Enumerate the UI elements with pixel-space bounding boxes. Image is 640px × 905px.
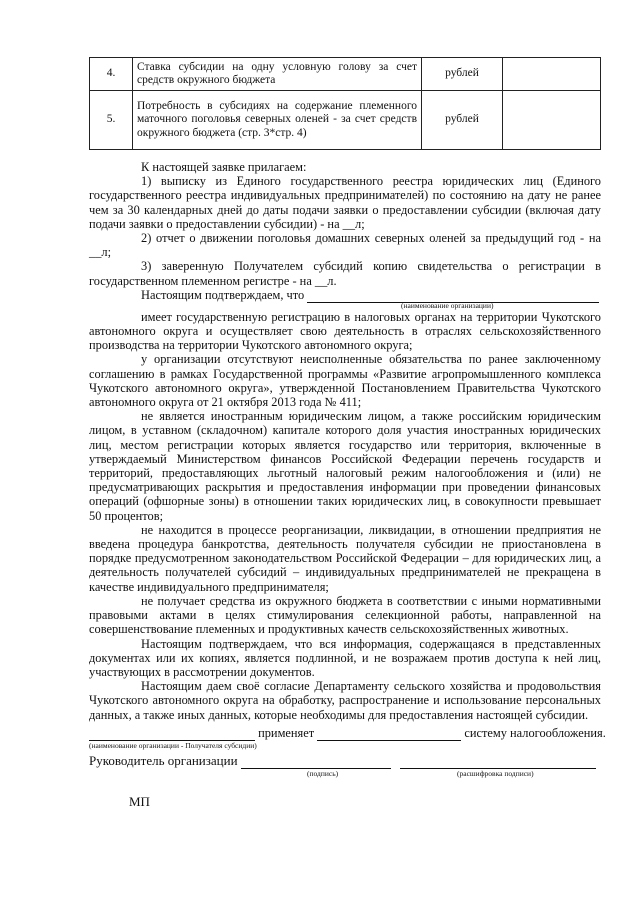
tax-line xyxy=(89,725,606,741)
signature-field xyxy=(241,754,391,769)
row-number: 5. xyxy=(90,91,133,150)
table-row xyxy=(90,58,601,91)
clause-obligations: у организации отсутствуют неисполненные обязательства по ранее заключенному соглашению в рамках Государственной программы «Развитие агропромышленного комплекса Чукотского автономного округа», утвержденной Постановлением Правительства Чукотского автономного округа от 21 октября 2013 года № 411; xyxy=(89,352,601,410)
signature-note: (подпись) xyxy=(307,769,339,779)
tax-system-field xyxy=(317,726,461,741)
attachment-item-1: 1) выписку из Единого государственного реестра юридических лиц (Единого государственного реестра индивидуальных предпринимателей) по состоянию на дату не ранее чем за 30 календарных дней до даты подачи заявки о предоставлении субсидии (включая дату подачи заявки о предоставлении субсидии) - на __л; xyxy=(89,174,601,231)
row-unit: рублей xyxy=(422,58,503,91)
tax-system-text: систему налогообложения. xyxy=(464,725,606,740)
row-value xyxy=(503,58,601,91)
row-unit: рублей xyxy=(422,91,503,150)
row-value xyxy=(503,91,601,150)
stamp-label: МП xyxy=(129,794,150,810)
clause-truth: Настоящим подтверждаем, что вся информация, содержащаяся в представленных документах или их копиях, является подлинной, и не возражаем против доступа к ней лиц, участвующих в рассмотрении документов. xyxy=(89,636,601,679)
attachment-item-2: 2) отчет о движении поголовья домашних северных оленей за предыдущий год - на __л; xyxy=(89,231,601,260)
head-line xyxy=(89,754,601,769)
clause-foreign: не является иностранным юридическим лицом, а также российским юридическим лицом, в уставном (складочном) капитале которого доля участия иностранных юридических лиц, местом регистрации которых является государство или территория, включенные в утверждаемый Министерством финансов Российской Федерации перечень государств и территорий, предоставляющих льготный налоговый режим налогообложения и (или) не предусматривающих раскрытия и предоставления информации при проведении финансовых операций (офшорные зоны) в отношении таких юридических лиц, в совокупности превышает 50 процентов; xyxy=(89,409,601,523)
confirm-prefix: Настоящим подтверждаем, что xyxy=(141,287,305,302)
clause-funds: не получает средства из окружного бюджета в соответствии с иными нормативными правовыми актами в целях стимулирования селекционной работы, направленной на совершенствование племенных и продуктивных качеств сельскохозяйственных животных. xyxy=(89,593,601,637)
document-body xyxy=(89,160,606,810)
confirm-line xyxy=(89,288,601,302)
clause-registration: имеет государственную регистрацию в налоговых органах на территории Чукотского автономного округа и осуществляет свою деятельность в отраслях сельскохозяйственного производства на территории Чукотского автономного округа; xyxy=(89,309,601,353)
applies-text: применяет xyxy=(258,725,315,740)
attachments-intro: К настоящей заявке прилагаем: xyxy=(141,160,307,174)
subsidy-table xyxy=(89,57,601,150)
attachment-item-3: 3) заверенную Получателем субсидий копию свидетельства о регистрации в государственном племенном регистре - на __л. xyxy=(89,259,601,288)
row-description: Ставка субсидии на одну условную голову за счет средств окружного бюджета xyxy=(133,58,422,91)
head-label: Руководитель организации xyxy=(89,752,238,768)
clause-consent: Настоящим даем своё согласие Департаменту сельского хозяйства и продовольствия Чукотского автономного округа на обработку, распространение и использование персональных данных, а также иных данных, которые необходимы для предоставления настоящей субсидии. xyxy=(89,679,601,722)
org-name-note: (наименование организации) xyxy=(401,300,494,310)
decode-note: (расшифровка подписи) xyxy=(457,769,534,779)
org-name-field xyxy=(307,288,599,303)
recipient-field xyxy=(89,726,255,741)
row-description: Потребность в субсидиях на содержание племенного маточного поголовья северных оленей - за счет средств окружного бюджета (стр. 3*стр. 4) xyxy=(133,91,422,150)
signature-notes xyxy=(89,769,601,779)
table-row xyxy=(90,91,601,150)
row-number: 4. xyxy=(90,58,133,91)
clause-reorganization: не находится в процессе реорганизации, ликвидации, в отношении предприятия не введена процедура банкротства, деятельность получателя субсидии не приостановлена в порядке предусмотренном законодательством Российской Федерации – для юридических лиц, а деятельность получателей субсидий – индивидуальных предпринимателей не прекращена в качестве индивидуального предпринимателя; xyxy=(89,522,601,594)
decode-field xyxy=(400,754,596,769)
recipient-note: (наименование организации - Получателя субсидии) xyxy=(89,740,257,750)
